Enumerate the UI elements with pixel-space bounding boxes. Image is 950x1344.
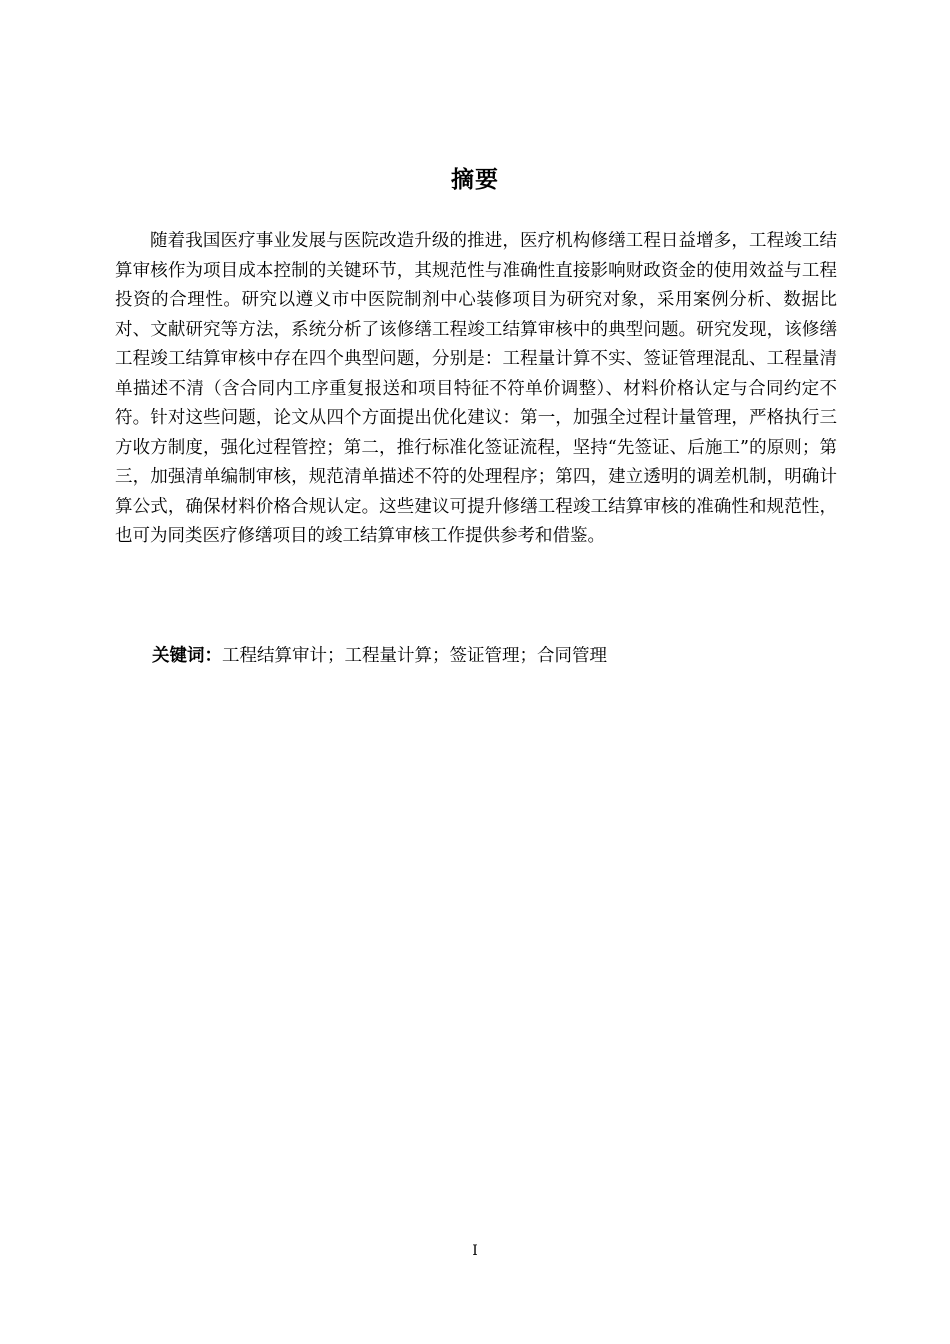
keywords-text: 工程结算审计；工程量计算；签证管理；合同管理 [222, 646, 607, 666]
keywords-label: 关键词： [152, 646, 222, 666]
keywords-line [152, 642, 837, 671]
abstract-body: 随着我国医疗事业发展与医院改造升级的推进，医疗机构修缮工程日益增多，工程竣工结算审核作为项目成本控制的关键环节，其规范性与准确性直接影响财政资金的使用效益与工程投资的合理性。研究以遵义市中医院制剂中心装修项目为研究对象，采用案例分析、数据比对、文献研究等方法，系统分析了该修缮工程竣工结算审核中的典型问题。研究发现，该修缮工程竣工结算审核中存在四个典型问题，分别是：工程量计算不实、签证管理混乱、工程量清单描述不清（含合同内工序重复报送和项目特征不符单价调整）、材料价格认定与合同约定不符。针对这些问题，论文从四个方面提出优化建议：第一，加强全过程计量管理，严格执行三方收方制度，强化过程管控；第二，推行标准化签证流程，坚持“先签证、后施工”的原则；第三，加强清单编制审核，规范清单描述不符的处理程序；第四，建立透明的调差机制，明确计算公式，确保材料价格合规认定。这些建议可提升修缮工程竣工结算审核的准确性和规范性，也可为同类医疗修缮项目的竣工结算审核工作提供参考和借鉴。 [115, 231, 837, 546]
page-number: I [472, 1243, 478, 1259]
abstract-title: 摘要 [451, 167, 499, 193]
